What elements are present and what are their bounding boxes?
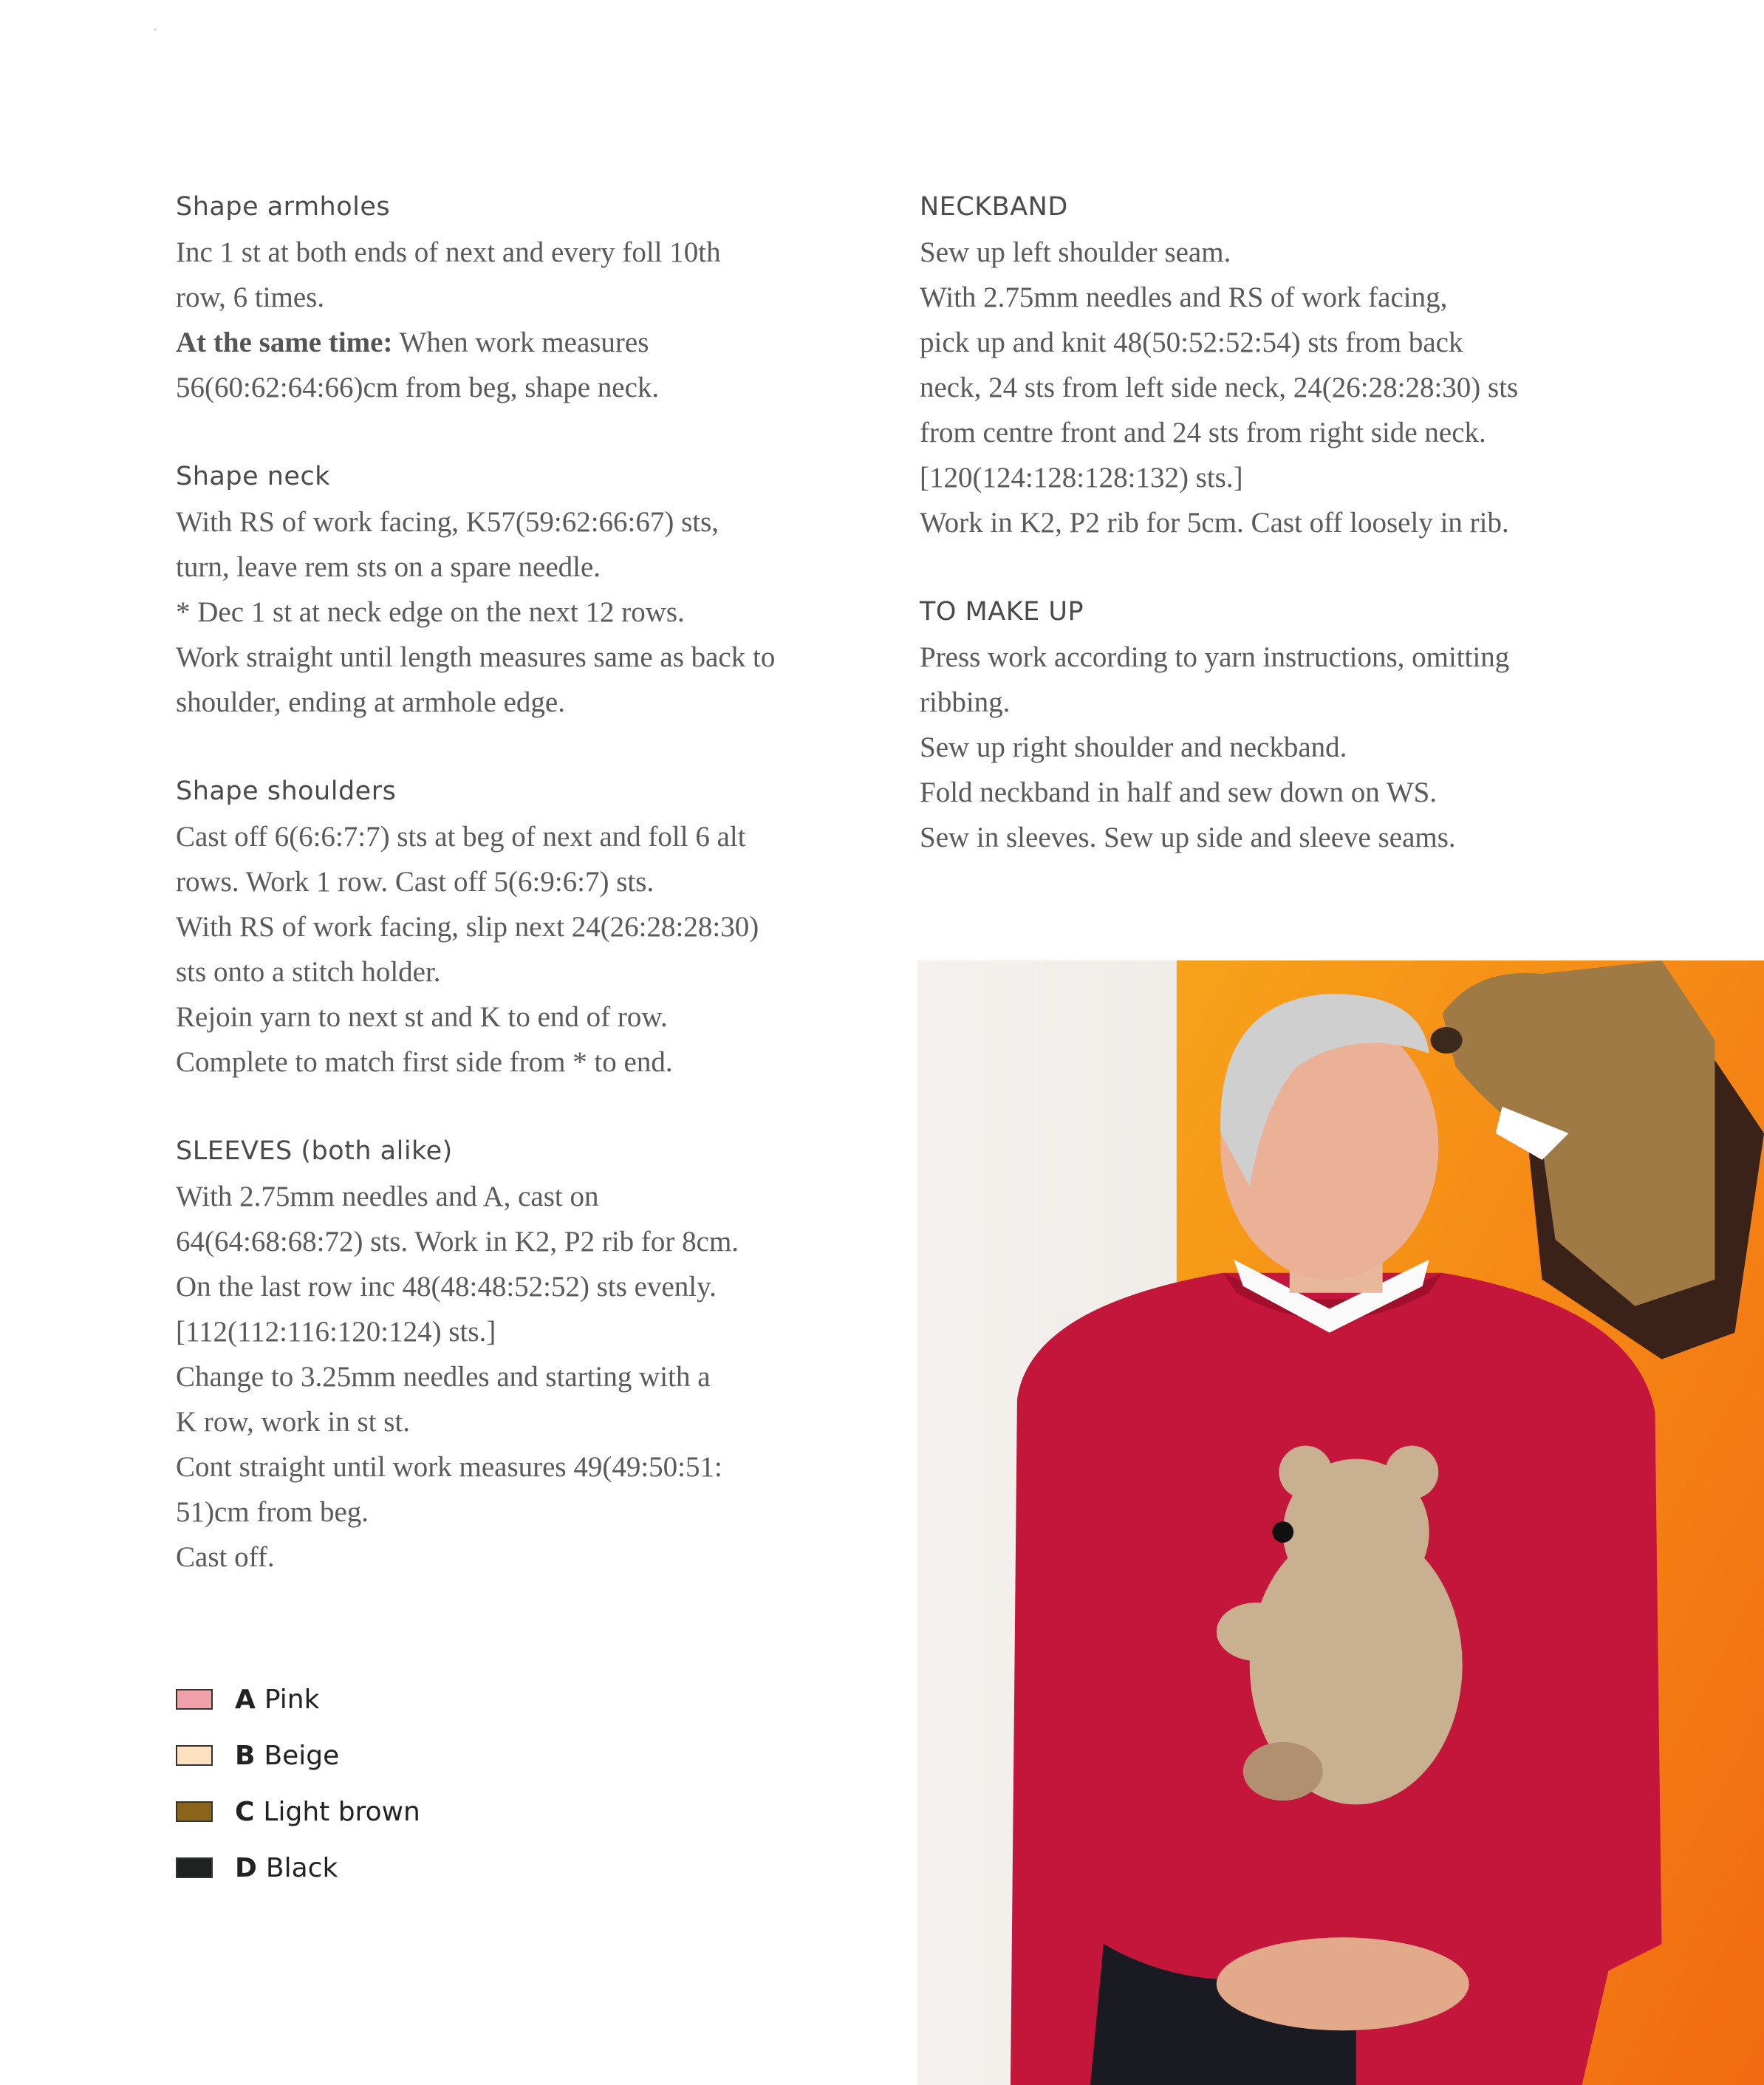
instruction-text: K row, work in st st. [176,1406,411,1438]
instruction-text: Inc 1 st at both ends of next and every foll 10th [176,236,721,268]
instruction-text: ribbing. [920,686,1011,718]
instruction-line [920,500,1688,545]
instruction-line [176,499,885,545]
instruction-line [920,815,1688,860]
instruction-text: Cast off. [176,1541,275,1573]
colour-swatch [176,1689,213,1710]
pattern-section [176,454,885,725]
instruction-line [920,680,1688,725]
scan-speck [154,28,157,31]
instruction-line [176,1264,885,1309]
section-heading: NECKBAND [920,192,1068,222]
legend-label: Beige [264,1740,340,1771]
instruction-line [176,1219,885,1264]
instruction-line [176,949,885,994]
instruction-line [176,275,885,320]
legend-label: Pink [264,1684,320,1715]
instruction-text: Press work according to yarn instructions, omitting [920,641,1510,673]
instruction-line [176,1444,885,1489]
legend-item [176,1840,420,1896]
pattern-column-left [176,185,885,1624]
instruction-text: Sew up right shoulder and neckband. [920,731,1347,763]
instruction-line [176,590,885,635]
instruction-text: pick up and knit 48(50:52:52:54) sts from back [920,327,1463,358]
legend-label: Black [265,1852,338,1883]
instruction-text: Work in K2, P2 rib for 5cm. Cast off loosely in rib. [920,507,1509,539]
instruction-line [176,680,885,725]
instruction-line [176,904,885,949]
instruction-text: With 2.75mm needles and RS of work facing, [920,281,1448,313]
instruction-text: Work straight until length measures same as back to [176,641,776,673]
instruction-line [176,365,885,410]
pattern-section [176,185,885,410]
emphasis-text: At the same time: [176,327,393,358]
pattern-section [920,590,1688,860]
instruction-line [176,1535,885,1580]
instruction-text: turn, leave rem sts on a spare needle. [176,551,601,583]
instruction-text: neck, 24 sts from left side neck, 24(26:28:28:30) sts [920,372,1519,403]
instruction-text: from centre front and 24 sts from right side neck. [920,417,1486,448]
model-photo [917,960,1764,2085]
instruction-line [920,635,1688,680]
instruction-text: With RS of work facing, K57(59:62:66:67) sts, [176,506,719,538]
instruction-line [176,635,885,680]
legend-letter: D [235,1852,257,1883]
instruction-line [176,1174,885,1219]
instruction-line [176,814,885,859]
instruction-text: Rejoin yarn to next st and K to end of row. [176,1001,668,1033]
legend-letter: B [235,1740,256,1771]
instruction-line [920,410,1688,455]
instruction-line [176,545,885,590]
instruction-line [176,1354,885,1399]
instruction-text: Sew in sleeves. Sew up side and sleeve seams. [920,822,1456,853]
legend-label: Light brown [263,1796,420,1827]
colour-swatch [176,1857,213,1878]
instruction-text: With RS of work facing, slip next 24(26:28:28:30) [176,911,759,943]
instruction-line [176,1399,885,1444]
instruction-text: [112(112:116:120:124) sts.] [176,1316,496,1348]
instruction-line [920,230,1688,275]
instruction-line [176,994,885,1040]
legend-letter: A [235,1684,256,1715]
instruction-text: Fold neckband in half and sew down on WS. [920,777,1437,808]
section-heading: Shape shoulders [176,777,397,806]
instruction-text: sts onto a stitch holder. [176,956,441,988]
instruction-line [920,770,1688,815]
instruction-line [176,1309,885,1354]
instruction-text: 51)cm from beg. [176,1496,369,1528]
section-heading: TO MAKE UP [920,597,1084,627]
instruction-line [920,365,1688,410]
instruction-line [176,320,885,365]
instruction-text: 56(60:62:64:66)cm from beg, shape neck. [176,372,660,403]
instruction-text: rows. Work 1 row. Cast off 5(6:9:6:7) sts. [176,866,654,898]
instruction-text: 64(64:68:68:72) sts. Work in K2, P2 rib for 8cm. [176,1226,739,1258]
hands [1217,1937,1469,2030]
pattern-section [176,769,885,1085]
instruction-text: Cast off 6(6:6:7:7) sts at beg of next and foll 6 alt [176,821,746,853]
instruction-text: Complete to match first side from * to end. [176,1046,673,1078]
instruction-text: shoulder, ending at armhole edge. [176,686,565,718]
instruction-line [920,320,1688,365]
pattern-column-right [920,185,1688,904]
section-heading: Shape neck [176,462,330,491]
colour-key-legend [176,1671,420,1896]
section-heading: SLEEVES (both alike) [176,1136,453,1166]
instruction-text: On the last row inc 48(48:48:52:52) sts evenly. [176,1271,717,1303]
instruction-line [920,725,1688,770]
pattern-section [176,1129,885,1580]
instruction-text: Sew up left shoulder seam. [920,236,1231,268]
instruction-line [920,275,1688,320]
instruction-line [176,1489,885,1535]
legend-letter: C [235,1796,255,1827]
instruction-text: * Dec 1 st at neck edge on the next 12 rows. [176,596,685,628]
instruction-text: When work measures [392,327,649,358]
pattern-section [920,185,1688,545]
instruction-line [920,455,1688,500]
colour-swatch [176,1801,213,1822]
instruction-text: With 2.75mm needles and A, cast on [176,1181,599,1212]
section-heading: Shape armholes [176,192,391,222]
instruction-text: [120(124:128:128:132) sts.] [920,462,1243,494]
instruction-line [176,230,885,275]
colour-swatch [176,1745,213,1766]
instruction-line [176,1040,885,1085]
legend-item [176,1784,420,1840]
instruction-text: Change to 3.25mm needles and starting with a [176,1361,711,1393]
instruction-text: Cont straight until work measures 49(49:50:51: [176,1451,722,1483]
instruction-line [176,859,885,904]
legend-item [176,1671,420,1727]
legend-item [176,1727,420,1784]
instruction-text: row, 6 times. [176,281,325,313]
